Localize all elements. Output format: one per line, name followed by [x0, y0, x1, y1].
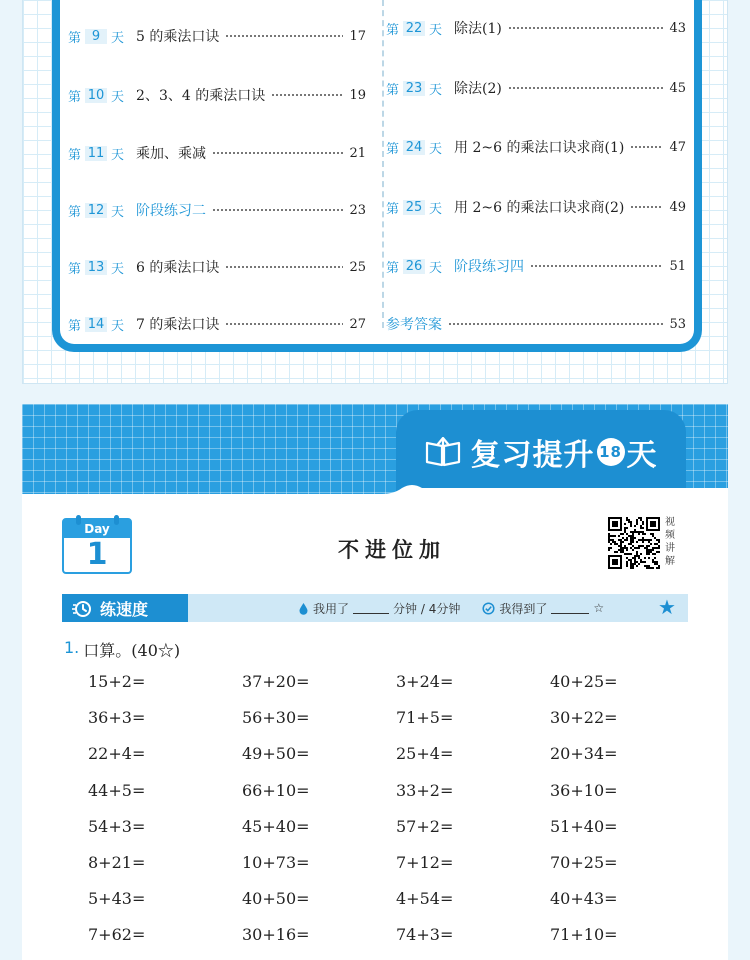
equation-item: 25+4= [396, 744, 454, 764]
equation-item: 49+50= [242, 744, 310, 764]
toc-row[interactable] [386, 195, 686, 219]
question-heading [64, 638, 180, 661]
equation-item: 51+40= [550, 816, 618, 836]
toc-divider [382, 0, 384, 328]
equation-item: 74+3= [396, 925, 454, 945]
toc-day-suffix: 天 [429, 82, 443, 98]
equation-item: 40+43= [550, 889, 618, 909]
toc-day-prefix: 第 [68, 318, 82, 334]
toc-day-label [68, 144, 124, 163]
time-used-suffix: 分钟 / 4分钟 [393, 601, 461, 616]
clock-icon [72, 598, 92, 618]
toc-title: 6 的乘法口诀 [136, 260, 220, 276]
toc-answers-row[interactable] [386, 312, 686, 336]
time-used-blank[interactable] [353, 602, 389, 614]
toc-leader-dots [508, 27, 664, 29]
toc-title: 除法(1) [454, 21, 502, 37]
toc-day-prefix: 第 [386, 22, 400, 38]
toc-day-suffix: 天 [111, 89, 125, 105]
equation-item: 54+3= [88, 816, 146, 836]
toc-day-number: 23 [403, 81, 425, 96]
equation-item: 37+20= [242, 672, 310, 691]
toc-day-label [68, 86, 124, 105]
toc-day-label [386, 198, 442, 217]
toc-day-number: 9 [85, 29, 107, 44]
toc-day-prefix: 第 [68, 89, 82, 105]
time-used [298, 600, 460, 617]
day-badge [62, 518, 132, 574]
header-wave [22, 484, 728, 504]
toc-day-number: 14 [85, 317, 107, 332]
equation-item: 15+2= [88, 672, 146, 691]
equation-item: 36+3= [88, 708, 146, 728]
toc-leader-dots [225, 266, 343, 268]
toc-title: 5 的乘法口诀 [136, 29, 220, 45]
toc-day-prefix: 第 [386, 141, 400, 157]
toc-day-number: 22 [403, 21, 425, 36]
toc-day-prefix: 第 [68, 261, 82, 277]
toc-day-label [68, 315, 124, 334]
toc-day-number: 13 [85, 260, 107, 275]
toc-row[interactable] [68, 198, 366, 222]
lesson-title: 不进位加 [338, 538, 446, 562]
section-header [396, 410, 686, 494]
toc-row[interactable] [386, 254, 686, 278]
toc-day-label [386, 138, 442, 157]
equation-item: 36+10= [550, 780, 618, 800]
toc-day-prefix: 第 [68, 147, 82, 163]
equation-item: 5+43= [88, 889, 146, 909]
toc-page-number: 21 [349, 145, 366, 161]
toc-day-number: 12 [85, 203, 107, 218]
toc-day-suffix: 天 [429, 201, 443, 217]
toc-leader-dots [630, 206, 663, 208]
toc-leader-dots [448, 323, 663, 325]
equation-item: 8+21= [88, 853, 146, 872]
toc-card [52, 0, 702, 352]
worksheet [22, 404, 728, 960]
score-got-suffix: ☆ [593, 601, 605, 615]
equation-item: 33+2= [396, 780, 454, 800]
toc-day-suffix: 天 [111, 204, 125, 220]
equation-item: 56+30= [242, 708, 310, 728]
score-got [482, 600, 604, 617]
toc-page-number: 19 [349, 87, 366, 103]
equation-item: 30+22= [550, 708, 618, 728]
toc-row[interactable] [386, 16, 686, 40]
toc-row[interactable] [386, 76, 686, 100]
toc-page-number: 27 [349, 316, 366, 332]
equation-item: 10+73= [242, 853, 310, 872]
equation-item: 4+54= [396, 889, 454, 909]
drop-icon [298, 602, 309, 615]
toc-row[interactable] [68, 255, 366, 279]
equation-item: 45+40= [242, 816, 310, 836]
toc-day-suffix: 天 [429, 141, 443, 157]
toc-row[interactable] [386, 135, 686, 159]
toc-page-number: 25 [349, 259, 366, 275]
equation-item: 57+2= [396, 816, 454, 836]
calendar-ring-icon [76, 515, 81, 525]
equation-item: 44+5= [88, 780, 146, 800]
days-badge: 18 [597, 438, 625, 466]
section-title-suffix: 天 [626, 438, 658, 473]
toc-title: 用 2~6 的乘法口诀求商(2) [454, 200, 625, 216]
toc-day-prefix: 第 [68, 204, 82, 220]
toc-page-number: 51 [669, 258, 686, 274]
question-number: 1. [64, 638, 80, 657]
check-circle-icon [482, 602, 495, 615]
toc-day-label [386, 257, 442, 276]
toc-day-label [68, 258, 124, 277]
equation-item: 66+10= [242, 780, 310, 800]
toc-day-number: 24 [403, 140, 425, 155]
toc-day-suffix: 天 [111, 318, 125, 334]
toc-title: 参考答案 [386, 317, 442, 333]
time-used-prefix: 我用了 [313, 601, 350, 616]
toc-day-prefix: 第 [386, 260, 400, 276]
score-got-prefix: 我得到了 [499, 601, 548, 616]
practice-label [62, 594, 188, 622]
qr-label: 视频讲解 [665, 517, 675, 567]
equation-item: 20+34= [550, 744, 618, 764]
toc-day-label [68, 27, 124, 46]
toc-day-number: 11 [85, 146, 107, 161]
toc-row[interactable] [68, 24, 366, 48]
toc-title: 7 的乘法口诀 [136, 317, 220, 333]
toc-title: 2、3、4 的乘法口诀 [136, 88, 266, 104]
section-title-main: 复习提升 [470, 438, 595, 473]
practice-label-text: 练速度 [100, 599, 149, 619]
toc-day-label [68, 201, 124, 220]
toc-day-label [386, 19, 442, 38]
toc-leader-dots [212, 209, 343, 211]
toc-title: 除法(2) [454, 81, 502, 97]
toc-day-prefix: 第 [68, 30, 82, 46]
toc-page-number: 53 [669, 316, 686, 332]
toc-leader-dots [225, 323, 343, 325]
toc-title: 乘加、乘减 [136, 146, 207, 162]
book-icon [425, 437, 461, 467]
day-number: 1 [86, 537, 108, 572]
toc-day-suffix: 天 [111, 30, 125, 46]
equation-item: 30+16= [242, 925, 310, 945]
toc-page-number: 43 [669, 20, 686, 36]
toc-title: 阶段练习四 [454, 259, 525, 275]
toc-leader-dots [508, 87, 664, 89]
day-label: Day [64, 520, 130, 538]
toc-leader-dots [212, 152, 343, 154]
equation-item: 71+10= [550, 925, 618, 945]
toc-leader-dots [530, 265, 663, 267]
equation-item: 71+5= [396, 708, 454, 728]
equation-item: 3+24= [396, 672, 454, 691]
practice-bar [62, 594, 688, 622]
star-icon: ★ [658, 595, 676, 619]
toc-day-prefix: 第 [386, 201, 400, 217]
toc-title: 阶段练习二 [136, 203, 207, 219]
toc-row[interactable] [68, 312, 366, 336]
toc-day-suffix: 天 [111, 147, 125, 163]
toc-leader-dots [271, 94, 343, 96]
question-text: 口算。(40☆) [83, 641, 181, 660]
qr-code-icon[interactable] [608, 517, 660, 569]
calendar-ring-icon [114, 515, 119, 525]
practice-info [298, 594, 604, 622]
toc-day-suffix: 天 [429, 22, 443, 38]
score-blank[interactable] [551, 602, 589, 614]
toc-title: 用 2~6 的乘法口诀求商(1) [454, 140, 625, 156]
toc-page-number: 23 [349, 202, 366, 218]
toc-day-label [386, 79, 442, 98]
toc-page-number: 17 [349, 28, 366, 44]
toc-page-number: 49 [669, 199, 686, 215]
toc-day-suffix: 天 [111, 261, 125, 277]
toc-day-number: 10 [85, 88, 107, 103]
toc-page-number: 45 [669, 80, 686, 96]
toc-row[interactable] [68, 83, 366, 107]
toc-day-number: 26 [403, 259, 425, 274]
equation-item: 40+50= [242, 889, 310, 909]
equation-item: 7+62= [88, 925, 146, 945]
toc-leader-dots [630, 146, 663, 148]
toc-page-number: 47 [669, 139, 686, 155]
equation-item: 7+12= [396, 853, 454, 872]
toc-day-number: 25 [403, 200, 425, 215]
section-title [471, 430, 658, 474]
toc-day-suffix: 天 [429, 260, 443, 276]
equation-item: 22+4= [88, 744, 146, 764]
toc-day-prefix: 第 [386, 82, 400, 98]
equation-item: 40+25= [550, 672, 618, 691]
equation-item: 70+25= [550, 853, 618, 872]
toc-leader-dots [225, 35, 343, 37]
toc-row[interactable] [68, 141, 366, 165]
